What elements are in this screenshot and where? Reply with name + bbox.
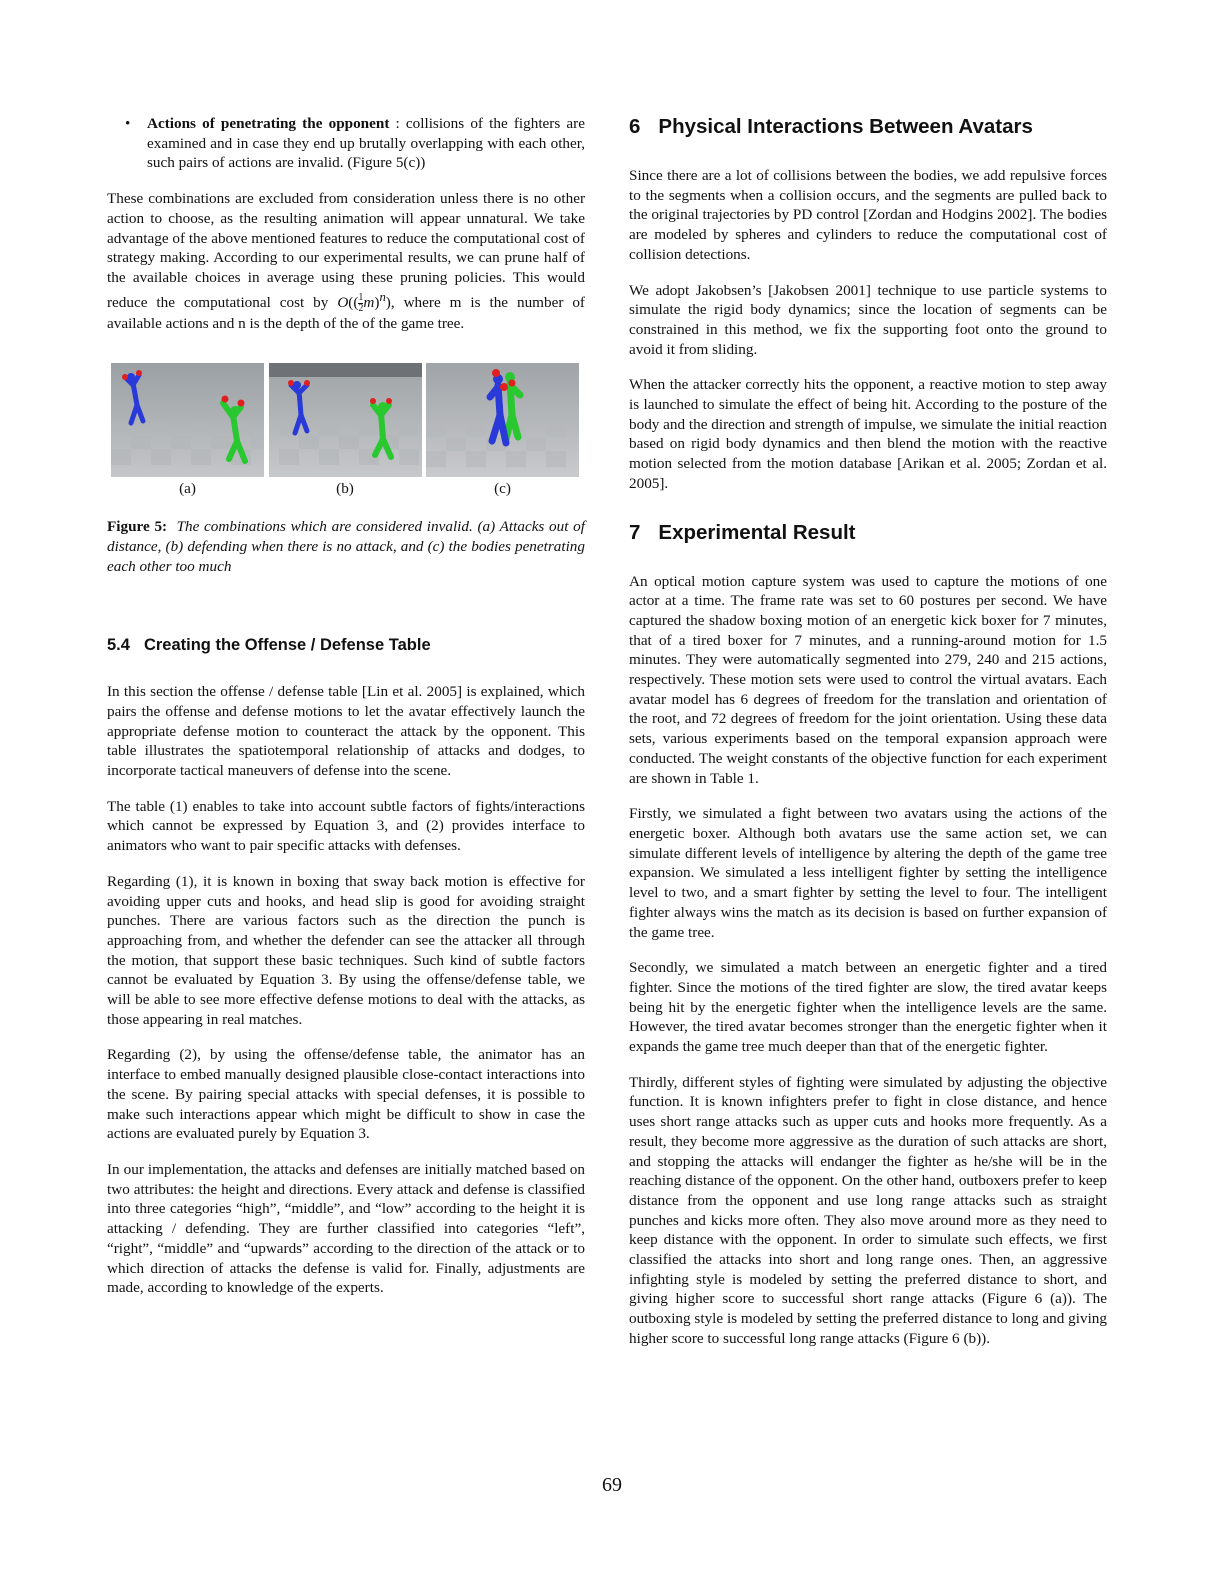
bullet-item [107,114,585,173]
figure-panel-c [426,363,579,477]
figure-label-c: (c) [494,480,511,498]
figure-panels [111,363,579,477]
page-number: 69 [602,1474,622,1496]
figure-label-a: (a) [179,480,196,498]
paragraph-pruning: These combinations are excluded from consideration unless there is no other action to choose, as the resulting animation will appear unnatural. We take advantage of the above mentioned features to reduce the computational cost of strategy making. According to our experimental results, we can prune half of the available choices in average using these pruning policies. This would reduce the computational cost by O(( $\frac{1}{2}$ m)$^n$), where m is the number of available actions and n is the depth of the of the game tree. [107,190,585,332]
bullet-text: : collisions of the fighters are examined and in case they end up brutally overlapping with each other, such pairs of actions are invalid. (Figure 5(c)) [147,115,585,172]
paragraph: Regarding (2), by using the offense/defense table, the animator has an interface to embed manually designed plausible close-contact interactions into the scene. By pairing special attacks with special defenses, it is possible to make such interactions appear which might be difficult to show in case the actions are evaluated purely by Equation 3. [107,1046,585,1143]
figure-caption-text: The combinations which are considered invalid. (a) Attacks out of distance, (b) defending when there is no attack, and (c) the bodies penetrating each other too much [107,518,585,575]
complexity-formula: O(( $\frac{1}{2}$ m)$^n$) [337,289,391,314]
section-5-4-heading: 5.4 Creating the Offense / Defense Table [107,636,431,655]
paragraph: The table (1) enables to take into account subtle factors of fights/interactions which cannot be expressed by Equation 3, and (2) provides interface to animators who want to pair specific attacks with defenses. [107,797,585,855]
paragraph: When the attacker correctly hits the opponent, a reactive motion to step away is launched to simulate the effect of being hit. According to the posture of the body and the direction and strength of impulse, we simulate the initial reaction based on rigid body dynamics and then blend the motion with the reactive motion selected from the motion database [Arikan et al. 2005; Zordan et al. 2005]. [629,376,1107,492]
section-6-heading: 6 Physical Interactions Between Avatars [629,115,1033,138]
paragraph: We adopt Jakobsen’s [Jakobsen 2001] technique to use particle systems to simulate the rigid body dynamics; since the location of segments can be constrained in this method, we fix the supporting foot onto the ground to avoid it from sliding. [629,281,1107,358]
figure-panel-b [269,363,422,477]
paragraph: Secondly, we simulated a match between an energetic fighter and a tired fighter. Since the motions of the tired fighter are slow, the tired avatar keeps being hit by the energetic fighter when the intelligence levels are the same. However, the tired avatar becomes stronger than the energetic fighter when it expands the game tree much deeper than that of the energetic fighter. [629,959,1107,1056]
right-column [629,114,1107,1365]
figure-panel-a [111,363,264,477]
figure-label-b: (b) [336,480,354,498]
paragraph: Since there are a lot of collisions between the bodies, we add repulsive forces to the segments when a collision occurs, and the segments are pulled back to the original trajectories by PD control [Zordan and Hodgins 2002]. The bodies are modeled by spheres and cylinders to reduce the computational cost of collision detections. [629,167,1107,263]
left-column [107,114,585,1314]
paragraph: Firstly, we simulated a fight between two avatars using the actions of the energetic boxer. Although both avatars use the same action set, we can simulate different levels of intelligence by altering the depth of the game tree expansion. We simulated a less intelligent fighter by setting the intelligence level to two, and a smart fighter by setting the level to four. The intelligent fighter always wins the match as its decision is based on further expansion of the game tree. [629,805,1107,941]
paragraph: In our implementation, the attacks and defenses are initially matched based on two attributes: the height and directions. Every attack and defense is classified into three categories “high”, “middle”, and “low” according to the height it is attacking / defending. They are further classified into categories “left”, “right”, “middle” and “upwards” according to the direction of the attack or to which direction of attacks the defense is valid for. Finally, adjustments are made, according to knowledge of the experts. [107,1160,585,1297]
bullet-dot: • [125,115,131,132]
paragraph: In this section the offense / defense table [Lin et al. 2005] is explained, which pairs the offense and defense motions to let the avatar effectively launch the appropriate defense motion to counteract the attack by the opponent. This table illustrates the spatiotemporal relationship of attacks and dodges, to incorporate tactical maneuvers of defense into the scene. [107,683,585,780]
paragraph: Regarding (1), it is known in boxing that sway back motion is effective for avoiding upper cuts and hooks, and head slip is good for avoiding straight punches. There are various factors such as the direction the punch is approaching from, and whether the defender can see the attacker all through the motion, that support these basic techniques. Such kind of subtle factors cannot be evaluated by Equation 3. By using the offense/defense table, we will be able to see more effective defense motions to deal with the attacks, as those appearing in real matches. [107,872,585,1028]
figure-caption-label: Figure 5: [107,518,168,536]
paragraph: An optical motion capture system was used to capture the motions of one actor at a time. The frame rate was set to 60 postures per second. We have captured the shadow boxing motion of an energetic kick boxer for 7 minutes, that of a tired boxer for 7 minutes, and a running-around motion for 1.5 minutes. They were automatically segmented into 279, 240 and 215 actions, respectively. These motion sets were used to control the virtual avatars. Each avatar model has 6 degrees of freedom for the translation and orientation of the root, and 72 degrees of freedom for the joint orientation. Using these data sets, various experiments based on the temporal expansion approach were conducted. The weight constants of the objective function for each experiment are shown in Table 1. [629,572,1107,787]
figure-5 [107,363,585,576]
figure-caption [107,517,585,576]
section-7-heading: 7 Experimental Result [629,520,856,544]
figure-labels [111,479,579,499]
bullet-title: Actions of penetrating the opponent [147,115,390,132]
paragraph: Thirdly, different styles of fighting were simulated by adjusting the objective function. It is known infighters prefer to fight in close distance, and hence uses short range attacks such as upper cuts and hooks more frequently. As a result, they become more aggressive as the duration of such attacks are short, and stopping the attacks will endanger the fighter as he/she will be in the reaching distance of the opponent. On the other hand, outboxers prefer to keep distance from the opponent and use long range attacks such as straight punches and kicks more often. They also move around more as they need to keep distance with the opponent. In order to simulate such effects, we first classified the attacks into short and long range ones. Then, an aggressive infighting style is modeled by setting the preferred distance to short, and giving higher score to successful short range attacks (Figure 6 (a)). The outboxing style is modeled by setting the preferred distance to long and giving higher score to successful long range attacks (Figure 6 (b)). [629,1073,1107,1347]
